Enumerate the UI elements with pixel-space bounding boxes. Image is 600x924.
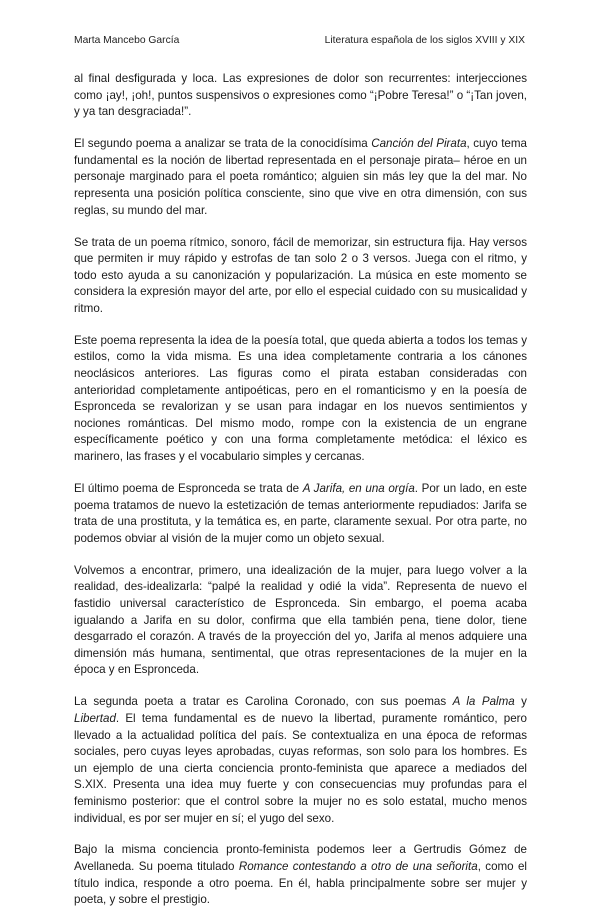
document-body <box>74 71 527 924</box>
paragraph <box>74 481 527 547</box>
poem-title: Canción del Pirata <box>371 137 467 151</box>
text-run: Bajo la misma conciencia pronto-feminista podemos leer a Gertrudis Gómez de Avellaneda. Su poema titulado <box>74 843 527 874</box>
poem-title: A la Palma <box>452 695 515 709</box>
text-run: El segundo poema a analizar se trata de la conocidísima <box>74 137 372 151</box>
text-run: , cuyo tema fundamental es la noción de libertad representada en el personaje pirata– héroe en un personaje marginado para el poeta romántico; alguien sin más ley que la del mar. No representa una posición política consciente, sino que vive en otra dimensión, con sus reglas, su mundo del mar. <box>74 137 527 217</box>
paragraph <box>74 71 527 121</box>
text-run: La segunda poeta a tratar es Carolina Coronado, con sus poemas <box>74 695 453 709</box>
paragraph <box>74 694 527 827</box>
header-author: Marta Mancebo García <box>74 35 180 46</box>
paragraph <box>74 235 527 318</box>
paragraph <box>74 136 527 219</box>
poem-title: A Jarifa, en una orgía <box>302 482 415 496</box>
text-run: . Por un lado, en este poema tratamos de nuevo la estetización de temas anteriormente repudiados: Jarifa se trata de una prostituta, y la temática es, en parte, claramente sexual. Por otra parte, no podemos obviar al visión de la mujer como un objeto sexual. <box>74 482 527 545</box>
paragraph <box>74 563 527 679</box>
text-run: Volvemos a encontrar, primero, una idealización de la mujer, para luego volver a la realidad, des-idealizarla: “palpé la realidad y odié la vida”. Representa de nuevo el fastidio universal característico de Espronceda. Sin embargo, el poema acaba igualando a Jarifa en su dolor, confirma que ella también pena, tiene dolor, tiene desgarrado el corazón. A través de la proyección del yo, Jarifa al menos adquiere una dimensión más humana, sentimental, que otras representaciones de la mujer en la época y en Espronceda. <box>74 563 527 677</box>
poem-title: Romance contestando a otro de una señorita <box>238 860 478 874</box>
text-run: El último poema de Espronceda se trata de <box>74 482 303 496</box>
text-run: , como el título indica, responde a otro poema. En él, habla principalmente sobre ser mujer y poeta, y sobre el prestigio. <box>74 860 527 907</box>
paragraph <box>74 333 527 466</box>
poem-title: Libertad <box>74 711 116 725</box>
paragraph <box>74 842 527 908</box>
page-header <box>74 35 525 46</box>
header-course: Literatura española de los siglos XVIII y XIX <box>324 35 525 46</box>
text-run: . El tema fundamental es de nuevo la libertad, puramente romántico, pero llevado a la actualidad política del país. Se contextualiza en una época de reformas sociales, pero cuyas leyes aprobadas, cuyas reformas, son solo para los hombres. Es un ejemplo de una cierta conciencia pronto-feminista que aparece a mediados del S.XIX. Presenta una idea muy fuerte y con consecuencias muy profundas para el feminismo posterior: que el control sobre la mujer no es solo estatal, mucho menos individual, es por ser mujer en sí; el yugo del sexo. <box>74 711 527 825</box>
text-run: Se trata de un poema rítmico, sonoro, fácil de memorizar, sin estructura fija. Hay versos que permiten ir muy rápido y estrofas de tan solo 2 o 3 versos. Juega con el ritmo, y todo esto ayuda a su canonización y popularización. La música en este momento se considera la expresión mayor del arte, por ello el especial cuidado con su musicalidad y ritmo. <box>74 235 527 315</box>
text-run: Este poema representa la idea de la poesía total, que queda abierta a todos los temas y estilos, como la vida misma. Es una idea completamente contraria a los cánones neoclásicos anteriores. Las figuras como el pirata estaban consideradas con anterioridad completamente antipoéticas, pero en el romanticismo y en la poesía de Espronceda se revalorizan y se usan para indagar en los nuevos sentimientos y nociones románticas. Del mismo modo, rompe con la existencia de un engrane específicamente poético y con una forma completamente metódica: el léxico es marinero, las frases y el vocabulario simples y cercanas. <box>74 333 527 464</box>
text-run: y <box>514 695 527 709</box>
text-run: al final desfigurada y loca. Las expresiones de dolor son recurrentes: interjecciones como ¡ay!, ¡oh!, puntos suspensivos o expresiones como “¡Pobre Teresa!” o “¡Tan joven, y ya tan desgraciada!”. <box>74 72 527 119</box>
